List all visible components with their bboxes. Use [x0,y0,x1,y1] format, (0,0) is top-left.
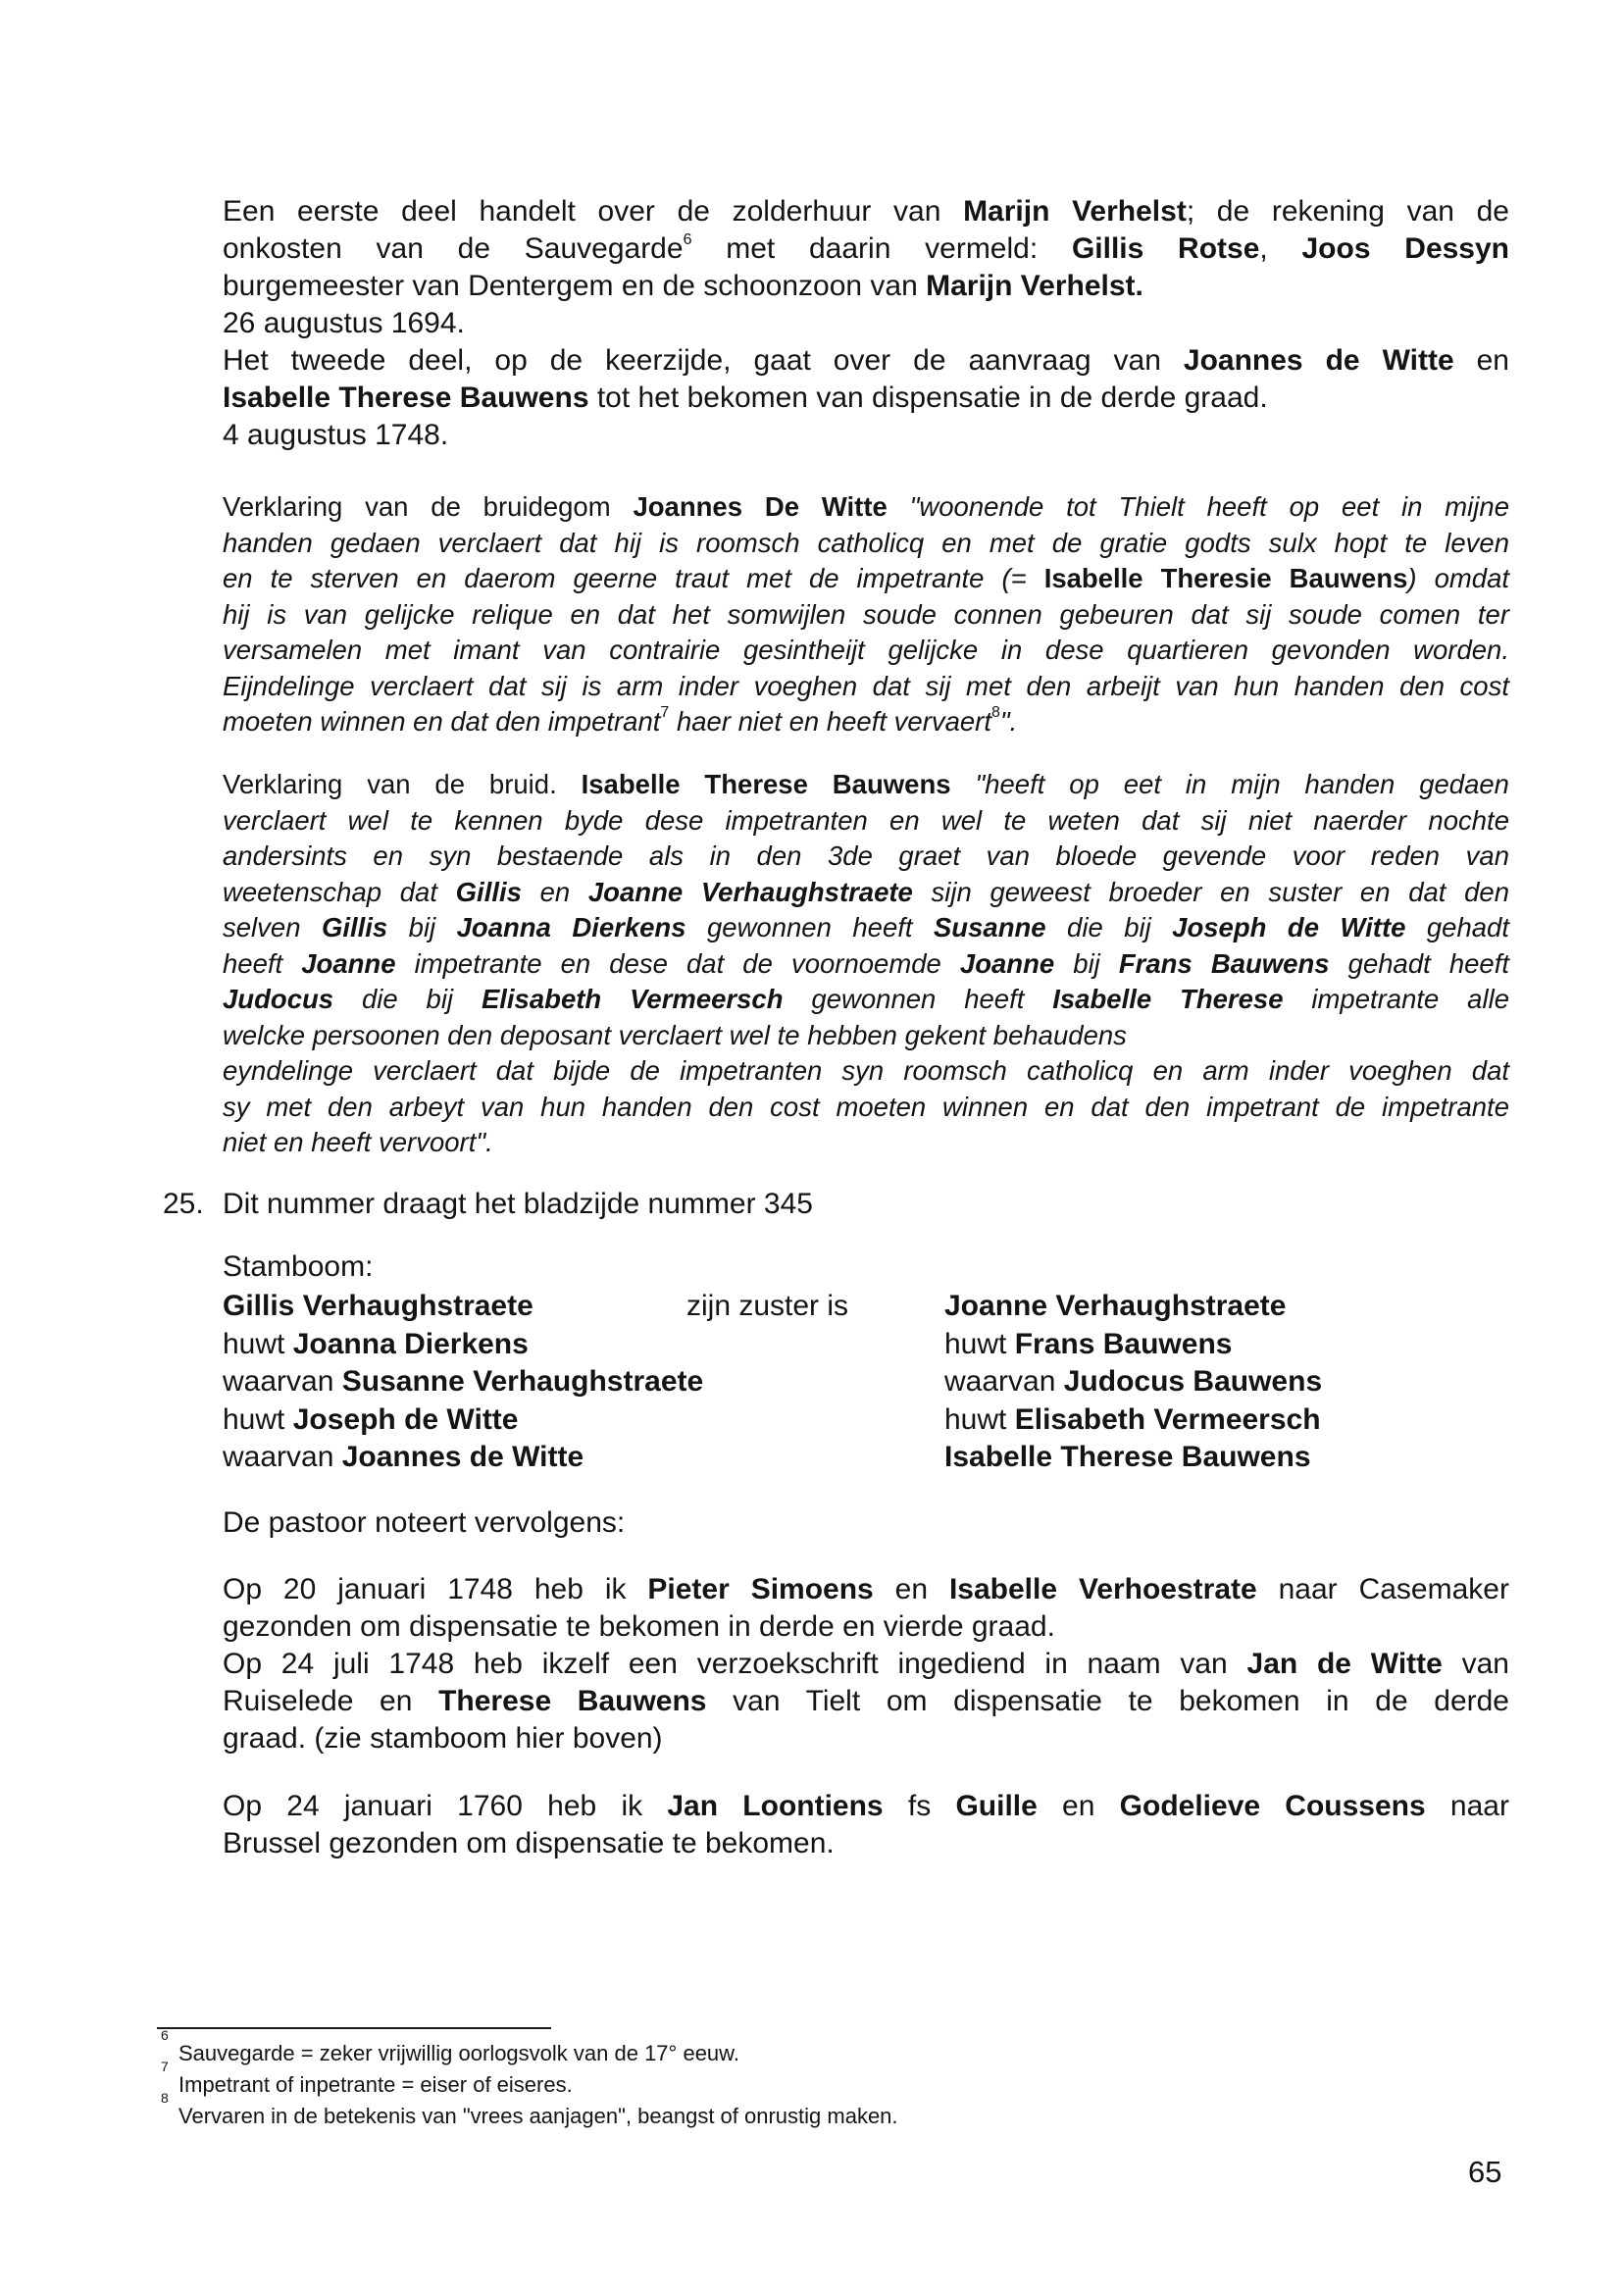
text: huwt [223,1402,293,1436]
quote-line [223,982,1509,1018]
person-name: Pieter Simoens [647,1573,874,1605]
person-name: Gillis Verhaughstraete [223,1290,533,1322]
text: naar Casemaker [1256,1573,1509,1605]
person-name: Elisabeth Vermeersch [1014,1402,1321,1436]
page-number: 65 [1468,2155,1502,2189]
text: Op 24 juli 1748 heb ikzelf een verzoekschrift ingediend in naam van [223,1648,1247,1680]
footnote-mark: 7 [161,2059,169,2074]
text: burgemeester van Dentergem en de schoonzoon van [223,270,927,302]
tree-row [223,1326,703,1364]
person-name: Joannes de Witte [341,1441,584,1473]
footnote-ref: 8 [990,704,1000,721]
quote-line [223,875,1509,911]
text: Een eerste deel handelt over de zolderhuur van [223,195,964,228]
quote-text: die bij [1045,912,1173,942]
tree-row [944,1401,1322,1440]
text-line [223,380,1509,417]
person-name: Isabelle Theresie Bauwens [1043,563,1408,593]
person-name: Joanne [959,947,1055,979]
tree-row [223,1401,703,1440]
text: waarvan [223,1365,342,1398]
text-line [223,1683,1509,1720]
text-line: graad. (zie stamboom hier boven) [223,1722,663,1755]
person-name: Joanna Dierkens [292,1327,529,1360]
quote-line: Eijndelinge verclaert dat sij is arm inder voeghen dat sij met den arbeijt van hun handen den cost [223,670,1509,701]
text: Verklaring van de bruidegom [223,491,634,522]
tree-right-column [944,1288,1322,1477]
person-name: Gillis Rotse [1071,232,1260,265]
tree-row [944,1326,1322,1364]
quote-line [223,946,1509,983]
text: huwt [944,1402,1015,1436]
quote-text: bij [1054,947,1119,979]
item-text: Dit nummer draagt het bladzijde nummer 345 [223,1188,813,1220]
paragraph-1760 [223,1788,1509,1862]
person-name: Marijn Verhelst [963,195,1187,228]
text: Verklaring van de bruid. [223,769,582,799]
person-name: Frans Bauwens [1014,1327,1233,1360]
text: en [1037,1790,1120,1822]
text-line: Brussel gezonden om dispensatie te bekomen. [223,1827,835,1859]
text: van [1442,1648,1509,1680]
person-name: Marijn Verhelst. [926,270,1143,302]
groom-declaration [223,489,1509,740]
quote-text: "heeft op eet in mijn handen gedaen [950,769,1509,799]
quote-text: selven [223,912,322,942]
quote-line: niet en heeft vervoort". [223,1127,493,1157]
bride-declaration [223,767,1509,1161]
person-name: Frans Bauwens [1118,947,1330,979]
footnote-separator [157,2027,551,2029]
person-name: Isabelle Therese Bauwens [581,769,951,799]
person-name: Joanne Verhaughstraete [587,876,913,907]
text-line: De pastoor noteert vervolgens: [223,1506,626,1539]
date-line: 4 augustus 1748. [223,419,449,451]
paragraph-1748 [223,1571,1509,1757]
footnote-mark: 8 [161,2090,169,2106]
item-25 [223,1186,1509,1223]
text-line [223,1646,1509,1683]
quote-line: eyndelinge verclaert dat bijde de impetranten syn roomsch catholicq en arm inder voeghen dat [223,1055,1509,1086]
text-line [223,342,1509,380]
date-line: 26 augustus 1694. [223,307,465,339]
text: en [873,1573,949,1605]
text: Op 24 januari 1760 heb ik [223,1790,668,1822]
quote-text: en te sterven en daerom geerne traut met de impetrante (= [223,563,1044,593]
tree-row [944,1439,1322,1477]
quote-line: welcke persoonen den deposant verclaert wel te hebben gekent behaudens [223,1019,1127,1050]
person-name: Gillis [455,876,522,907]
person-name: Godelieve Coussens [1119,1790,1426,1822]
text-line [223,1571,1509,1608]
intro-paragraph [223,193,1509,454]
tree-relation: zijn zuster is [686,1290,849,1322]
quote-text: moeten winnen en dat den impetrant [223,706,661,737]
text-line [223,489,1509,526]
tree-middle-column [686,1288,848,1326]
text: , [1259,232,1302,265]
quote-line: andersints en syn bestaende als in den 3de graet van bloede gevende voor reden van [223,840,1509,871]
text: ; de rekening van de [1186,195,1509,228]
quote-text: bij [387,912,457,942]
text-line [223,1788,1509,1825]
quote-text: en [521,876,588,907]
text: en [1453,344,1509,377]
tree-row [944,1288,1322,1326]
person-name: Isabelle Therese [1052,984,1284,1014]
text: Op 20 januari 1748 heb ik [223,1573,648,1605]
text: huwt [944,1327,1015,1360]
person-name: Isabelle Therese Bauwens [944,1441,1311,1473]
quote-text: ) omdat [1407,563,1510,593]
quote-text: gehadt [1405,912,1509,942]
person-name: Joos Dessyn [1301,232,1510,265]
person-name: Joannes de Witte [1183,344,1454,377]
quote-text: gewonnen heeft [685,912,934,942]
person-name: Judocus Bauwens [1063,1365,1323,1398]
person-name: Joannes De Witte [633,491,888,522]
quote-line: verclaert wel te kennen byde dese impetranten en wel te weten dat sij niet naerder nochte [223,804,1509,836]
person-name: Isabelle Therese Bauwens [223,382,589,414]
quote-text: ". [999,706,1018,737]
footnote-text: Vervaren in de betekenis van "vrees aanjagen", beangst of onrustig maken. [178,2104,898,2128]
quote-text: gewonnen heeft [783,984,1053,1014]
person-name: Gillis [321,912,388,942]
person-name: Joanna Dierkens [456,912,686,942]
text: met daarin vermeld: [691,232,1072,265]
footnote-text: Impetrant of inpetrante = eiser of eiseres. [178,2072,573,2097]
text: fs [883,1790,956,1822]
person-name: Elisabeth Vermeersch [481,984,784,1014]
text: tot het bekomen van dispensatie in de derde graad. [588,382,1268,414]
item-number: 25. [163,1188,204,1220]
quote-text: die bij [333,984,482,1014]
tree-row [944,1363,1322,1401]
text-line [223,561,1509,597]
text: Het tweede deel, op de keerzijde, gaat over de aanvraag van [223,344,1184,377]
text: huwt [223,1327,293,1360]
pastor-note [223,1504,1509,1542]
quote-text: impetrante en dese dat de voornoemde [395,947,960,979]
tree-row [223,1363,703,1401]
text: naar [1425,1790,1509,1822]
text-line [223,230,1509,268]
quote-text: sijn geweest broeder en suster en dat den [912,876,1509,907]
footnote-ref: 6 [683,231,692,248]
person-name: Joanne [301,947,396,979]
person-name: Jan de Witte [1246,1648,1443,1680]
text: Ruiselede en [223,1685,439,1717]
person-name: Joanne Verhaughstraete [944,1290,1287,1322]
text-line [223,268,1509,305]
person-name: Joseph de Witte [1172,912,1406,942]
person-name: Susanne [933,912,1046,942]
quote-text: heeft [223,947,302,979]
quote-line: handen gedaen verclaert dat hij is roomsch catholicq en met de gratie godts sulx hopt te leven [223,527,1509,558]
text: onkosten van de Sauvegarde [223,232,684,265]
tree-heading: Stamboom: [223,1250,374,1283]
tree-left-column [223,1288,703,1477]
tree-row [223,1288,703,1326]
quote-line [223,910,1509,946]
person-name: Guille [955,1790,1038,1822]
text-line [223,767,1509,803]
quote-text: impetrante alle [1283,984,1509,1014]
person-name: Jan Loontiens [667,1790,884,1822]
person-name: Therese Bauwens [438,1685,707,1717]
person-name: Susanne Verhaughstraete [341,1365,704,1398]
text: van Tielt om dispensatie te bekomen in de derde [706,1685,1509,1717]
quote-line [223,704,1509,740]
text-line [223,193,1509,230]
quote-text: "woonende tot Thielt heeft op eet in mijne [887,491,1509,522]
text-line: gezonden om dispensatie te bekomen in derde en vierde graad. [223,1610,1055,1643]
quote-text: weetenschap dat [223,876,456,907]
quote-line: hij is van gelijcke relique en dat het somwijlen soude connen gebeuren dat sij soude comen ter [223,598,1509,630]
text: waarvan [223,1441,342,1473]
person-name: Isabelle Verhoestrate [948,1573,1257,1605]
quote-text: gehadt heeft [1329,947,1510,979]
footnote-mark: 6 [161,2027,169,2043]
quote-text: haer niet en heeft vervaert [669,706,991,737]
text: waarvan [944,1365,1064,1398]
tree-heading-block [223,1248,1509,1286]
footnote-text: Sauvegarde = zeker vrijwillig oorlogsvolk van de 17° eeuw. [178,2041,739,2065]
quote-line: versamelen met imant van contrairie gesintheijt gelijcke in dese quartieren gevonden worden. [223,635,1509,665]
footnote-ref: 7 [660,704,670,721]
person-name: Joseph de Witte [292,1402,519,1436]
quote-line: sy met den arbeyt van hun handen den cost moeten winnen en dat den impetrant de impetrante [223,1091,1509,1122]
tree-row [223,1439,703,1477]
person-name: Judocus [223,984,334,1014]
